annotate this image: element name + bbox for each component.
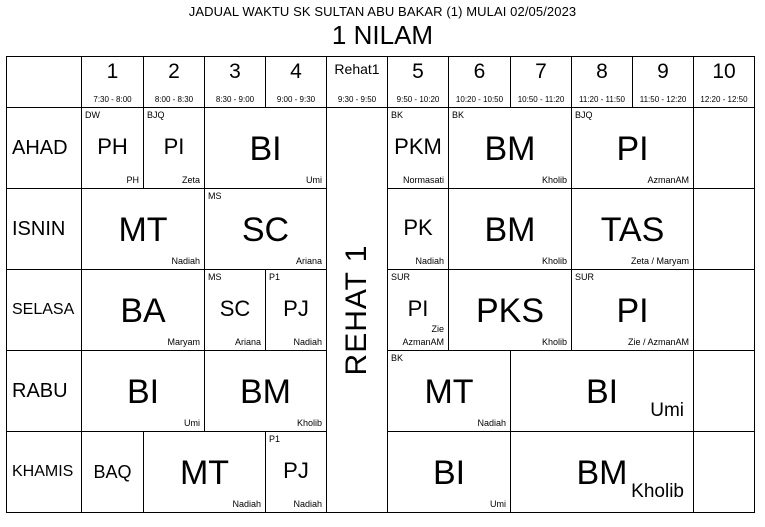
- day-label: SELASA: [7, 270, 82, 351]
- lesson-cell: P1 PJ Nadiah: [266, 270, 327, 351]
- period-header: 6 10:20 - 10:50: [449, 57, 511, 108]
- empty-cell: [694, 270, 755, 351]
- timetable: [6, 56, 755, 513]
- schedule-title: JADUAL WAKTU SK SULTAN ABU BAKAR (1) MULAI 02/05/2023: [188, 4, 577, 19]
- class-name: 1 NILAM: [331, 20, 434, 50]
- lesson-cell: MT Nadiah: [144, 432, 266, 513]
- empty-cell: [694, 351, 755, 432]
- lesson-cell: BJQ PI Zeta: [144, 108, 205, 189]
- lesson-cell: P1 PJ Nadiah: [266, 432, 327, 513]
- period-header: 3 8:30 - 9:00: [205, 57, 266, 108]
- period-header: 8 11:20 - 11:50: [572, 57, 633, 108]
- lesson-cell: BA Maryam: [82, 270, 205, 351]
- lesson-cell: BI Umi: [511, 351, 694, 432]
- lesson-cell: BM Kholib: [511, 432, 694, 513]
- day-row-ahad: [7, 108, 755, 189]
- period-header-row: [7, 57, 755, 108]
- lesson-cell: TAS Zeta / Maryam: [572, 189, 694, 270]
- lesson-cell: BK MT Nadiah: [388, 351, 511, 432]
- period-header: 5 9:50 - 10:20: [388, 57, 449, 108]
- lesson-cell: BI Umi: [388, 432, 511, 513]
- period-header: 4 9:00 - 9:30: [266, 57, 327, 108]
- lesson-cell: MT Nadiah: [82, 189, 205, 270]
- rehat-header: Rehat1 9:30 - 9:50: [327, 57, 388, 108]
- lesson-cell: BK PKM Normasati: [388, 108, 449, 189]
- lesson-cell: DW PH PH: [82, 108, 144, 189]
- lesson-cell: BK BM Kholib: [449, 108, 572, 189]
- lesson-cell: BM Kholib: [205, 351, 327, 432]
- lesson-cell: PKS Kholib: [449, 270, 572, 351]
- empty-cell: [694, 108, 755, 189]
- lesson-cell: SUR PI Zie AzmanAM: [388, 270, 449, 351]
- lesson-cell: PK Nadiah: [388, 189, 449, 270]
- lesson-cell: MS SC Ariana: [205, 189, 327, 270]
- lesson-cell: BJQ PI AzmanAM: [572, 108, 694, 189]
- rehat-column: REHAT 1: [327, 108, 388, 513]
- lesson-cell: MS SC Ariana: [205, 270, 266, 351]
- lesson-cell: BM Kholib: [449, 189, 572, 270]
- corner-cell: [7, 57, 82, 108]
- lesson-cell: BI Umi: [205, 108, 327, 189]
- period-header: 1 7:30 - 8:00: [82, 57, 144, 108]
- day-label: KHAMIS: [7, 432, 82, 513]
- lesson-cell: SUR PI Zie / AzmanAM: [572, 270, 694, 351]
- period-header: 10 12:20 - 12:50: [694, 57, 755, 108]
- period-header: 7 10:50 - 11:20: [511, 57, 572, 108]
- day-label: ISNIN: [7, 189, 82, 270]
- period-header: 9 11:50 - 12:20: [633, 57, 694, 108]
- day-label: RABU: [7, 351, 82, 432]
- day-label: AHAD: [7, 108, 82, 189]
- lesson-cell: BAQ: [82, 432, 144, 513]
- empty-cell: [694, 189, 755, 270]
- empty-cell: [694, 432, 755, 513]
- lesson-cell: BI Umi: [82, 351, 205, 432]
- period-header: 2 8:00 - 8:30: [144, 57, 205, 108]
